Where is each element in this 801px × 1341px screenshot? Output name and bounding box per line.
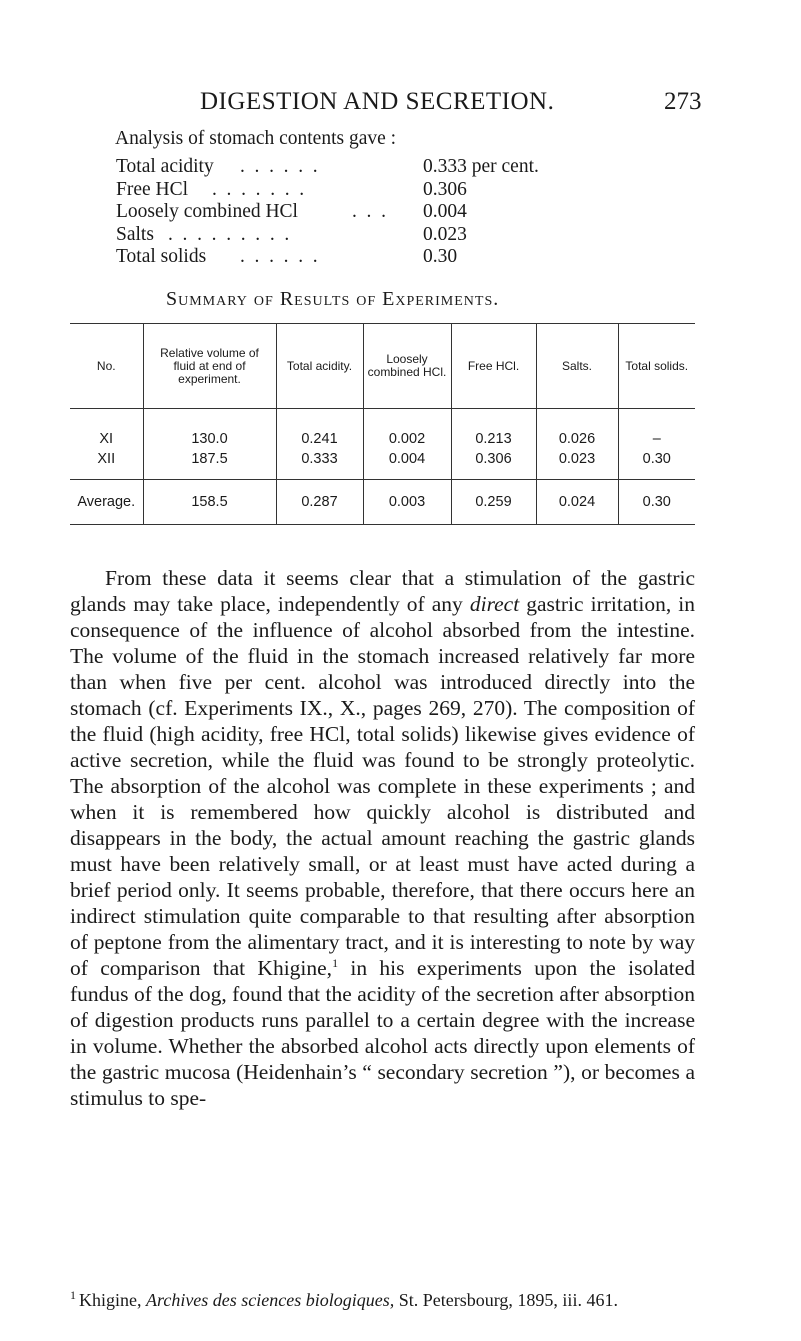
analysis-value: 0.004 [423, 201, 467, 222]
table-row [70, 449, 695, 480]
leader-dots: . . . . . . . . . [168, 223, 292, 245]
footnote-journal: Archives des sciences biologiques, [146, 1290, 395, 1310]
cell-loosely-combined: 0.003 [363, 480, 451, 525]
leader-dots: . . . [352, 201, 389, 222]
leader-dots: . . . . . . [240, 156, 321, 177]
header-no: No. [70, 324, 143, 409]
analysis-value: 0.306 [423, 178, 467, 200]
summary-title-part: ummary of [178, 288, 280, 310]
cell-total-acidity: 0.287 [276, 480, 363, 525]
analysis-label: Free HCl [116, 178, 189, 200]
cell-free-hcl: 0.306 [451, 449, 536, 480]
analysis-value: 0.30 [423, 246, 458, 267]
page-number: 273 [664, 88, 702, 115]
summary-title-part: E [382, 288, 396, 310]
cell-loosely-combined: 0.002 [363, 409, 451, 450]
footnote [70, 1289, 695, 1311]
cell-total-acidity: 0.241 [276, 409, 363, 450]
header-loosely-combined: Loosely combined HCl. [363, 324, 451, 409]
cell-volume: 187.5 [143, 449, 276, 480]
cell-free-hcl: 0.213 [451, 409, 536, 450]
analysis-list [116, 156, 676, 269]
table-average-row [70, 480, 695, 525]
analysis-row-total-solids [116, 246, 676, 269]
chapter-title: DIGESTION AND SECRETION. [200, 88, 555, 115]
table-header-row [70, 324, 695, 409]
cell-no: XI [99, 431, 114, 447]
body-text-run: gastric irritation, in consequence of the influence of alcohol absorbed from the intestine. The volume of the fluid in the stomach increased relatively far more than when five per cent. alcohol was introduced directly into the stomach (cf. Experiments IX., X., pages 269, 270). The composition of the fluid (high acidity, free HCl, total solids) likewise gives evidence of active secretion, while the fluid was found to be strongly proteolytic. The absorption of the alcohol was complete in these experiments ; and when it is remembered how quickly alcohol is distributed and disappears in the body, the actual amount reaching the gastric glands must have been relatively small, or at least must have acted during a brief period only. It seems probable, therefore, that there occurs here an indirect stimulation quite comparable to that resulting after absorption of peptone from the alimentary tract, and it is interesting to note by way of comparison that Khigine, [70, 591, 696, 980]
header-total-solids: Total solids. [618, 324, 695, 409]
cell-salts: 0.024 [536, 480, 618, 525]
footnote-text: Khigine, [79, 1290, 146, 1310]
summary-title-part: xperiments. [395, 288, 500, 310]
summary-title [166, 288, 499, 311]
summary-title-part: esults of [294, 288, 383, 310]
body-emphasis: direct [469, 591, 520, 616]
analysis-label: Salts [116, 223, 154, 245]
footnote-text: St. Petersbourg, 1895, iii. 461. [394, 1290, 618, 1310]
leader-dots: . . . . . . [240, 246, 321, 267]
analysis-row-total-acidity [116, 156, 676, 179]
leader-dots: . . . . . . . [212, 178, 307, 200]
footnote-reference: 1 [332, 955, 339, 970]
table-row [70, 409, 695, 450]
cell-volume: 158.5 [143, 480, 276, 525]
header-salts: Salts. [536, 324, 618, 409]
cell-total-acidity: 0.333 [276, 449, 363, 480]
header-total-acidity: Total acidity. [276, 324, 363, 409]
footnote-number: 1 [70, 1288, 76, 1302]
analysis-label: Total solids [116, 246, 207, 267]
cell-total-solids: 0.30 [618, 449, 695, 480]
analysis-row-salts [116, 224, 676, 247]
cell-loosely-combined: 0.004 [363, 449, 451, 480]
results-table [70, 323, 695, 525]
cell-total-solids: 0.30 [618, 480, 695, 525]
analysis-value: 0.333 per cent. [423, 156, 539, 177]
cell-free-hcl: 0.259 [451, 480, 536, 525]
analysis-row-loosely-combined [116, 201, 676, 224]
header-free-hcl: Free HCl. [451, 324, 536, 409]
summary-title-part: R [279, 288, 295, 310]
analysis-intro: Analysis of stomach contents gave : [115, 128, 397, 149]
body-text-run: in his experiments upon the isolated fundus of the dog, found that the acidity of the secretion after absorption of digestion products runs parallel to a certain degree with the increase in volume. Whether the absorbed alcohol acts directly upon elements of the gastric mucosa (Heidenhain’s “ secondary secretion ”), or becomes a stimulus to spe- [70, 955, 695, 1110]
analysis-row-free-hcl [116, 179, 676, 202]
cell-no: XII [97, 451, 116, 467]
cell-salts: 0.026 [536, 409, 618, 450]
header-volume: Relative volume of fluid at end of experiment. [143, 324, 276, 409]
analysis-label: Loosely combined HCl [116, 201, 298, 222]
analysis-label: Total acidity [116, 156, 214, 177]
cell-total-solids: – [618, 409, 695, 450]
body-paragraph [70, 565, 695, 1111]
cell-volume: 130.0 [143, 409, 276, 450]
body-text-run: From these data it seems clear that a stimulation of the gastric glands may take place, independently of any [70, 565, 695, 616]
cell-no: Average. [70, 480, 143, 525]
analysis-value: 0.023 [423, 223, 467, 245]
summary-title-part: S [166, 288, 179, 310]
running-head [0, 88, 801, 118]
cell-salts: 0.023 [536, 449, 618, 480]
